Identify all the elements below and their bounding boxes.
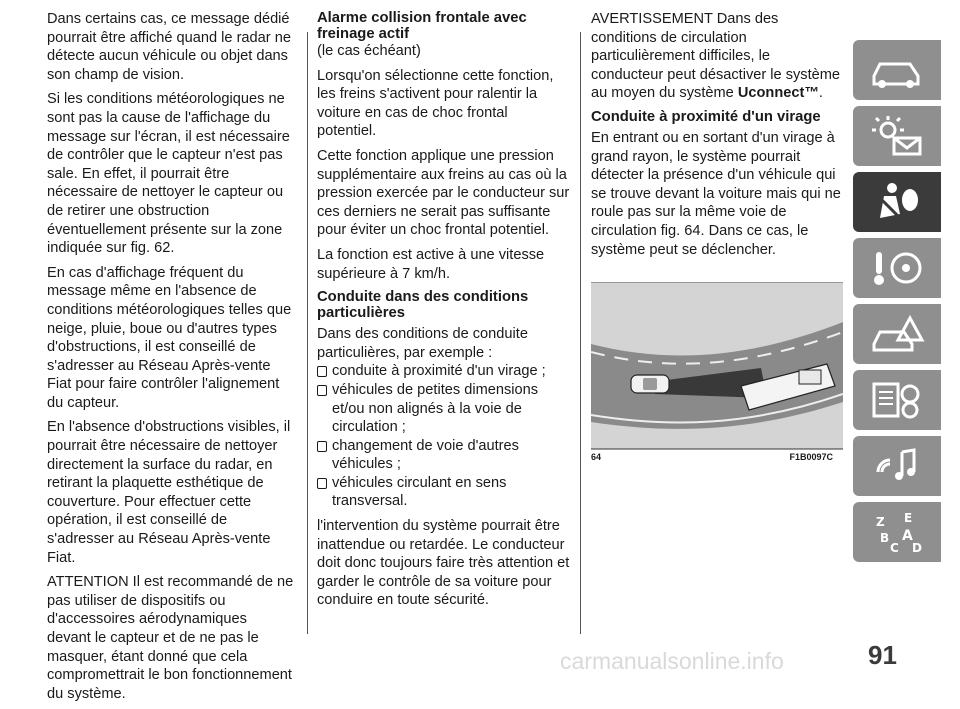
text-column-2 <box>317 10 570 616</box>
figure-caption <box>591 452 843 462</box>
tab-emergency[interactable] <box>853 304 941 364</box>
maintenance-gear-icon <box>866 376 928 424</box>
text-column-3 <box>591 10 843 265</box>
paragraph: Cette fonction applique une pression supplémentaire aux freins au cas où la pression exercée par le conducteur sur ces derniers ne serait pas suffisante pour éviter un choc frontal potentiel. <box>317 147 570 239</box>
paragraph: l'intervention du système pourrait être inattendue ou retardée. Le conducteur doit donc toujours faire très attention et garder le contrôle de sa voiture pour conduire en toute sécurité. <box>317 518 570 609</box>
warning-lights-icon <box>866 112 928 160</box>
paragraph: Lorsqu'on sélectionne cette fonction, les freins s'activent pour ralentir la voiture en cas de choc frontal potentiel. <box>317 67 554 140</box>
paragraph: Dans des conditions de conduite particulières, par exemple : <box>317 326 528 361</box>
checkbox-bullet-icon <box>317 441 327 452</box>
road-curve-illustration <box>591 282 843 462</box>
tab-warning-lights[interactable] <box>853 106 941 166</box>
paragraph: Si les conditions météorologiques ne sont pas la cause de l'affichage du message sur l'écran, il est nécessaire de contrôler que le capteur n'est pas sale. En effet, il pourrait être nécessaire de nettoyer le capteur ou de retirer une obstruction éventuellement présente sur la zone indiquée sur fig. 62. <box>47 91 290 257</box>
svg-text:E: E <box>904 511 913 525</box>
paragraph: En entrant ou en sortant d'un virage à grand rayon, le système pourrait détecter la présence d'un véhicule qui se trouve devant la voiture mais qui ne roule pas sur la même voie de circulation fig. 64. Dans ce cas, le système peut se déclencher. <box>591 129 841 258</box>
tab-maintenance[interactable] <box>853 370 941 430</box>
watermark: carmanualsonline.info <box>560 648 784 674</box>
checkbox-bullet-icon <box>317 385 327 396</box>
tab-dashboard[interactable] <box>853 40 941 100</box>
section-heading: Conduite dans des conditions particulières <box>317 289 529 322</box>
warning-note: AVERTISSEMENT Dans des conditions de circulation particulièrement difficiles, le conducteur peut désactiver le système au moyen du système Uconnect™. <box>591 11 841 102</box>
list-item: véhicules de petites dimensions et/ou non alignés à la voie de circulation ; <box>317 381 570 437</box>
column-divider <box>307 32 308 634</box>
list-item: véhicules circulant en sens transversal. <box>317 474 570 511</box>
section-heading: Conduite à proximité d'un virage <box>591 108 821 125</box>
paragraph: La fonction est active à une vitesse supérieure à 7 km/h. <box>317 246 545 282</box>
svg-text:A: A <box>902 528 913 544</box>
text-column-1 <box>47 10 294 709</box>
car-dashboard-icon <box>866 46 928 94</box>
tab-starting-driving[interactable] <box>853 238 941 298</box>
svg-text:D: D <box>912 541 922 555</box>
svg-text:C: C <box>890 541 899 555</box>
page-number: 91 <box>868 640 897 670</box>
breakdown-warning-icon <box>866 310 928 358</box>
list-item: changement de voie d'autres véhicules ; <box>317 437 570 474</box>
paragraph: En cas d'affichage fréquent du message même en l'absence de conditions météorologiques telles que neige, pluie, boue ou d'autres types d'obstructions, il est conseillé de s'adresser au Réseau Après-vente Fiat pour faire contrôler l'alignement du capteur. <box>47 264 292 411</box>
column-divider <box>580 32 581 634</box>
tab-index[interactable] <box>853 502 941 562</box>
paragraph: En l'absence d'obstructions visibles, il pourrait être nécessaire de nettoyer directement la surface du radar, en retirant la plaquette esthétique de couverture. Pour effectuer cette opération, il est conseillé de s'adresser au Réseau Après-vente Fiat. <box>47 419 291 566</box>
alphabetical-index-icon <box>866 508 928 556</box>
checkbox-bullet-icon <box>317 366 327 377</box>
section-heading: Alarme collision frontale avec freinage actif <box>317 10 527 42</box>
chapter-tabs <box>853 40 941 568</box>
tab-safety[interactable] <box>853 172 941 232</box>
ego-car-icon <box>631 375 669 393</box>
airbag-seatbelt-icon <box>866 178 928 226</box>
key-steering-wheel-icon <box>866 244 928 292</box>
svg-text:B: B <box>880 531 890 545</box>
section-subheading: (le cas échéant) <box>317 43 421 59</box>
multimedia-icon <box>866 442 928 490</box>
tab-multimedia[interactable] <box>853 436 941 496</box>
checkbox-bullet-icon <box>317 478 327 489</box>
list-item: conduite à proximité d'un virage ; <box>317 362 570 381</box>
paragraph: Dans certains cas, ce message dédié pourrait être affiché quand le radar ne détecte aucun véhicule ou objet dans son champ de vision. <box>47 11 291 83</box>
figure-curve-detection <box>591 282 843 462</box>
figure-number: 64 <box>591 452 602 462</box>
figure-code: F1B0097C <box>789 452 833 462</box>
svg-text:Z: Z <box>876 515 885 529</box>
attention-note: ATTENTION Il est recommandé de ne pas utiliser de dispositifs ou d'accessoires aérodynamiques devant le capteur et de ne pas le masquer, étant donné que cela compromettrait le bon fonctionnement du système. <box>47 574 294 702</box>
